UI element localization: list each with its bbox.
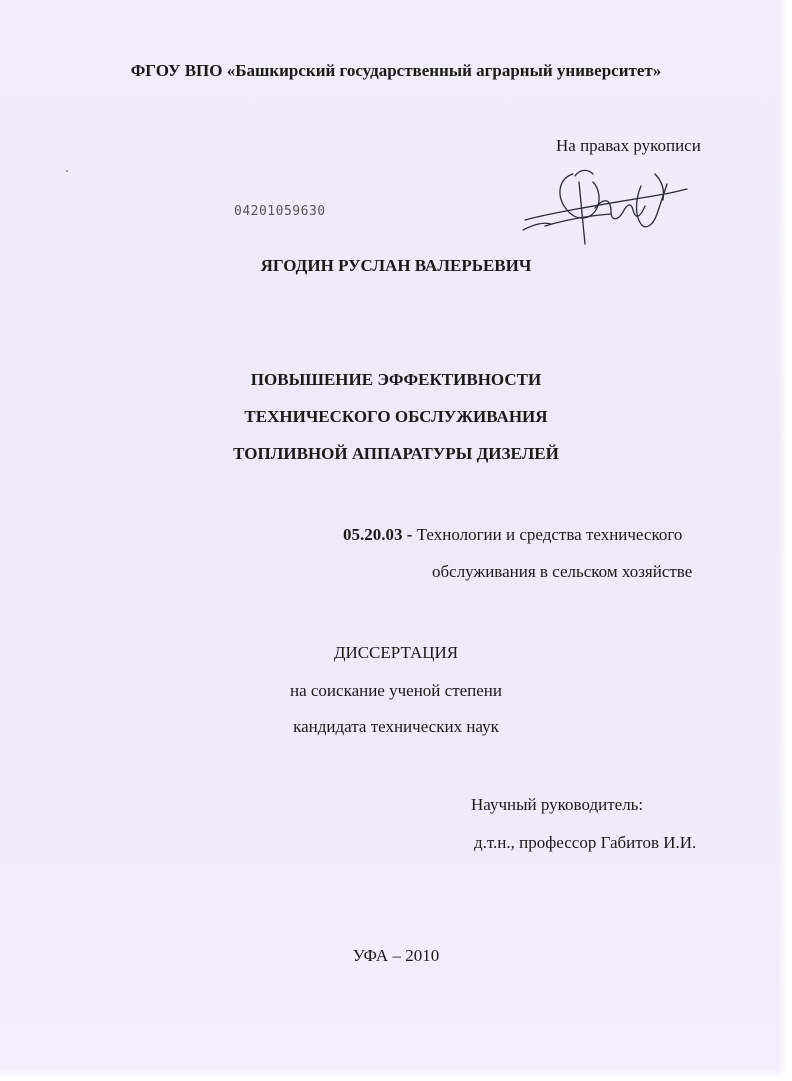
author-name: ЯГОДИН РУСЛАН ВАЛЕРЬЕВИЧ <box>260 256 532 275</box>
scan-edge-bottom <box>0 1069 792 1081</box>
degree-line-2: кандидата технических наук <box>293 717 499 736</box>
specialty-code: 05.20.03 <box>343 525 403 544</box>
degree-line-1: на соискание ученой степени <box>289 681 503 700</box>
document-type: ДИССЕРТАЦИЯ <box>333 643 459 662</box>
scan-edge-right <box>778 0 792 1081</box>
thesis-title-line-1: ПОВЫШЕНИЕ ЭФФЕКТИВНОСТИ <box>250 370 542 389</box>
specialty-name-line-1: Технологии и средства технического <box>416 525 683 544</box>
thesis-title-line-3: ТОПЛИВНОЙ АППАРАТУРЫ ДИЗЕЛЕЙ <box>233 444 559 463</box>
specialty-line-1 <box>343 525 682 545</box>
scan-speck <box>66 170 68 172</box>
specialty-name-line-2: обслуживания в сельском хозяйстве <box>432 562 693 581</box>
supervisor-name: д.т.н., профессор Габитов И.И. <box>474 833 697 852</box>
thesis-title-line-2: ТЕХНИЧЕСКОГО ОБСЛУЖИВАНИЯ <box>244 407 548 426</box>
city-year: УФА – 2010 <box>352 946 440 965</box>
specialty-separator: - <box>402 525 417 544</box>
manuscript-rights-note: На правах рукописи <box>556 136 701 155</box>
supervisor-label: Научный руководитель: <box>471 795 644 814</box>
institution-name: ФГОУ ВПО «Башкирский государственный аграрный университет» <box>130 61 662 80</box>
signature-image <box>515 160 690 250</box>
registration-stamp-number: 04201059630 <box>234 204 326 219</box>
